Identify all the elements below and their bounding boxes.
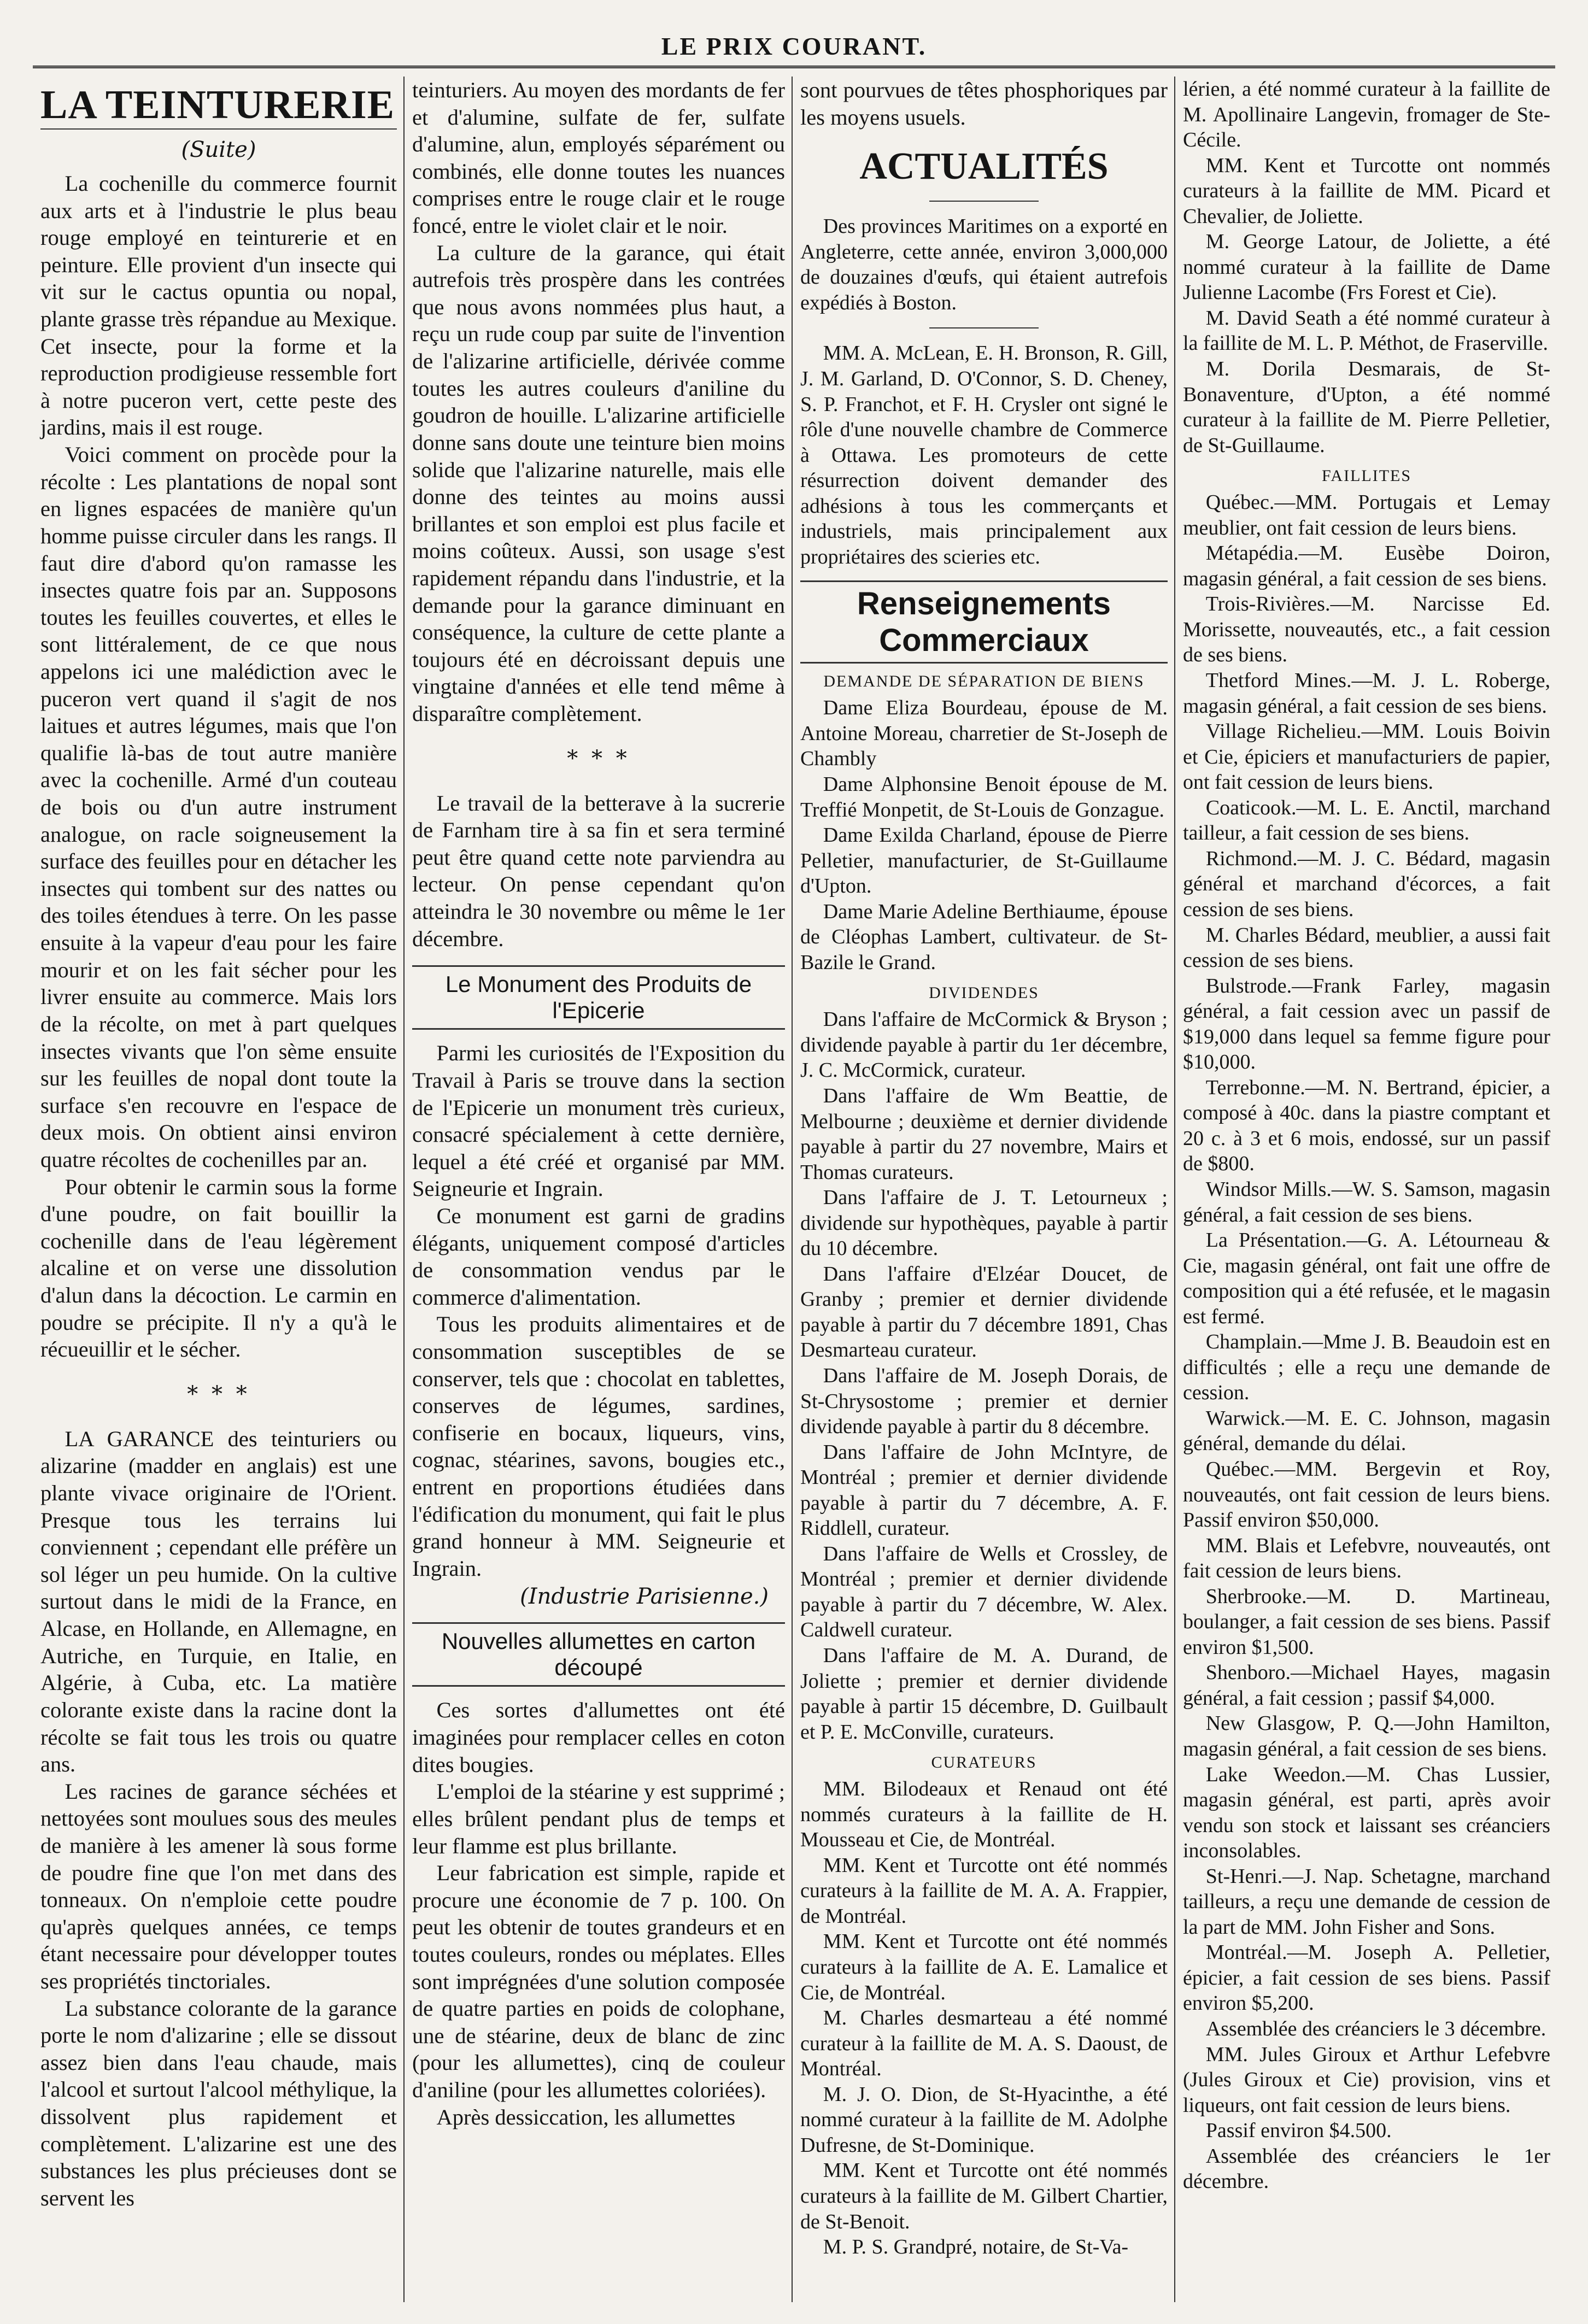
notice: Dans l'affaire de McCormick & Bryson ; dividende payable à partir du 1er décembre, J. C. McCormick, curateur. [800, 1008, 1168, 1082]
notice: MM. Kent et Turcotte ont nommés curateurs à la faillite de MM. Picard et Chevalier, de Joliette. [1183, 154, 1550, 228]
notice: Terrebonne.—M. N. Bertrand, épicier, a composé à 40c. dans la piastre comptant et 20 c. à 3 et 6 mois, endossé, sur un passif de $800. [1183, 1076, 1550, 1176]
notice: Métapédia.—M. Eusèbe Doiron, magasin général, a fait cession de ses biens. [1183, 542, 1550, 590]
notice: Richmond.—M. J. C. Bédard, magasin général et marchand d'écorces, a fait cession de ses biens. [1183, 847, 1550, 921]
notice: New Glasgow, P. Q.—John Hamilton, magasin général, a fait cession de ses biens. [1183, 1712, 1550, 1760]
divider [929, 327, 1039, 328]
section-heading: Nouvelles allumettes en carton découpé [412, 1622, 785, 1687]
notice: lérien, a été nommé curateur à la faillite de M. Apollinaire Langevin, fromager de Ste-Cécile. [1183, 78, 1550, 152]
notice: St-Henri.—J. Nap. Schetagne, marchand tailleurs, a reçu une demande de cession de la part de MM. John Fisher and Sons. [1183, 1864, 1550, 1939]
masthead [33, 16, 1555, 68]
notice: MM. Kent et Turcotte ont été nommés curateurs à la faillite de M. Gilbert Chartier, de St-Benoit. [800, 2159, 1168, 2233]
paragraph: Voici comment on procède pour la récolte : Les plantations de nopal sont en lignes espacées de manière qu'un homme puisse circuler dans les rangs. Il faut dire d'abord qu'on ramasse les insectes quatre fois par an. Supposons toutes les feuilles couvertes, et elles le sont littéralement, de ce que nous appelons ici une malédiction avec le puceron vert quand il s'agit de nos laitues et autres légumes, mais que l'on qualifie là-bas de tout autre manière avec la cochenille. Armé d'un couteau de bois ou d'un autre instrument analogue, on racle soigneusement la surface des feuilles pour en détacher les insectes qui tombent sur des nattes ou des toiles étendues à terre. On les passe ensuite à la vapeur d'eau pour les faire mourir et on les fait sécher pour les livrer ensuite au commerce. Mais lors de la récolte, on met à part quelques insectes vivants que l'on sème ensuite sur les feuilles de nopal dont toute la surface s'en recouvre en l'espace de deux mois. On obtient ainsi environ quatre récoltes de cochenilles par an. [40, 442, 397, 1172]
notice: Dans l'affaire de Wells et Crossley, de Montréal ; premier et dernier dividende payable à partir du 7 décembre, W. Alex. Caldwell curateur. [800, 1542, 1168, 1642]
paragraph: La cochenille du commerce fournit aux arts et à l'industrie le plus beau rouge employé en teinturerie et en peinture. Elle provient d'un insecte qui vit sur le cactus opuntia ou nopal, plante grasse très répandue au Mexique. Cet insecte, pour la forme et la reproduction prodigieuse ressemble fort à notre puceron vert, cette peste des jardins, mais il est rouge. [40, 171, 397, 440]
notice: La Présentation.—G. A. Létourneau & Cie, magasin général, ont fait une offre de composition qui a été refusée, et le magasin est fermé. [1183, 1229, 1550, 1328]
notice: Québec.—MM. Portugais et Lemay meublier, ont fait cession de leurs biens. [1183, 491, 1550, 539]
paragraph: LA GARANCE des teinturiers ou alizarine (madder en anglais) est une plante vivace originaire de l'Orient. Presque tous les terrains lui conviennent ; cependant elle préfère un sol léger un peu humide. On la cultive surtout dans le midi de la France, en Alcase, en Hollande, en Allemagne, en Autriche, en Turquie, en Italie, en Algérie, à Cuba, etc. La matière colorante existe dans la racine dont la récolte se fait tous les trois ou quatre ans. [40, 1426, 397, 1777]
notice: MM. Kent et Turcotte ont été nommés curateurs à la faillite de M. A. A. Frappier, de Montréal. [800, 1853, 1168, 1928]
notice: Passif environ $4.500. [1205, 2119, 1392, 2143]
notice: MM. Bilodeaux et Renaud ont été nommés curateurs à la faillite de H. Mousseau et Cie, de Montréal. [800, 1777, 1168, 1852]
notice: Lake Weedon.—M. Chas Lussier, magasin général, est parti, après avoir vendu son stock et laissant ses créanciers inconsolables. [1183, 1763, 1550, 1863]
notice: M. J. O. Dion, de St-Hyacinthe, a été nommé curateur à la faillite de M. Adolphe Dufresne, de St-Dominique. [800, 2082, 1168, 2157]
notice: M. David Seath a été nommé curateur à la faillite de M. L. P. Méthot, de Fraserville. [1183, 306, 1550, 355]
source-credit: (Industrie Parisienne.) [520, 1584, 769, 1610]
paragraph: Ce monument est garni de gradins élégants, uniquement composé d'articles de consommation vendus par le commerce d'alimentation. [412, 1203, 785, 1310]
paragraph: La culture de la garance, qui était autrefois très prospère dans les contrées que nous avons nommées plus haut, a reçu un rude coup par suite de l'invention de l'alizarine artificielle, dérivée comme toutes les autres couleurs d'aniline du goudron de houille. L'alizarine artificielle donne sans doute une teinture bien moins solide que l'alizarine naturelle, mais elle donne des teintes au moins aussi brillantes et son emploi est plus facile et moins coûteux. Aussi, son usage s'est rapidement répandu dans l'industrie, et la demande pour la garance diminuant en conséquence, la culture de cette plante a toujours été en décroissant depuis une vingtaine d'années et elle tend même à disparaître complètement. [412, 240, 785, 726]
notice: Champlain.—Mme J. B. Beaudoin est en difficultés ; elle a reçu une demande de cession. [1183, 1330, 1550, 1405]
notice: Dans l'affaire de John McIntyre, de Montréal ; premier et dernier dividende payable à partir du 7 décembre, A. F. Riddlell, curateur. [800, 1440, 1168, 1540]
subsection-heading: CURATEURS [931, 1753, 1037, 1772]
paragraph: teinturiers. Au moyen des mordants de fer et d'alumine, sulfate de fer, sulfate d'alumine, alun, employés séparément ou combinés, elle donne toutes les nuances comprises entre le rouge clair et le rouge foncé, entre le violet clair et le noir. [412, 78, 785, 238]
notice: Dame Eliza Bourdeau, épouse de M. Antoine Moreau, charretier de St-Joseph de Chambly [800, 696, 1168, 771]
subsection-heading: FAILLITES [1321, 467, 1412, 485]
paragraph: La substance colorante de la garance porte le nom d'alizarine ; elle se dissout assez bien dans l'eau chaude, mais l'alcool et surtout l'alcool méthylique, la dissolvent plus rapidement et complètement. L'alizarine est une des substances les plus précieuses dont se servent les [40, 1996, 397, 2210]
notice: Bulstrode.—Frank Farley, magasin général, a fait cession avec un passif de $19,000 dans lequel sa femme figure pour $10,000. [1183, 974, 1550, 1074]
notice: MM. Jules Giroux et Arthur Lefebvre (Jules Giroux et Cie) provision, vins et liqueurs, ont fait cession de leurs biens. [1183, 2043, 1550, 2117]
notice: Montréal.—M. Joseph A. Pelletier, épicier, a fait cession de ses biens. Passif environ $5,200. [1183, 1941, 1550, 2015]
paragraph: Tous les produits alimentaires et de consommation susceptibles de se conserver, tels que : chocolat en tablettes, conserves de légumes, sardines, confiserie en bocaux, liqueurs, vins, cognac, stéarines, savons, bougies etc., entrent en proportions étudiées dans l'édification du monument, qui fait le plus grand honneur à MM. Seigneurie et Ingrain. [412, 1312, 785, 1581]
paragraph: L'emploi de la stéarine y est supprimé ; elles brûlent pendant plus de temps et leur flamme est plus brillante. [412, 1779, 785, 1858]
notice: Dans l'affaire de M. A. Durand, de Joliette ; premier et dernier dividende payable à partir 15 décembre, D. Guilbault et P. E. McConville, curateurs. [800, 1644, 1168, 1744]
notice: Windsor Mills.—W. S. Samson, magasin général, a fait cession de ses biens. [1183, 1177, 1550, 1226]
paragraph: Les racines de garance séchées et nettoyées sont moulues sous des meules de manière à les amener là sous forme de poudre fine que l'on met dans des tonneaux. On n'emploie cette poudre qu'après quelques années, ce temps étant necessaire pour développer toutes ses propriétés tinctoriales. [40, 1779, 397, 1993]
notice: MM. Kent et Turcotte ont été nommés curateurs à la faillite de A. E. Lamalice et Cie, de Montréal. [800, 1930, 1168, 2004]
column-1 [33, 77, 405, 2302]
section-separator: * * * [187, 1381, 250, 1407]
notice: M. Dorila Desmarais, de St-Bonaventure, d'Upton, a été nommé curateur à la faillite de M. Pierre Pelletier, de St-Guillaume. [1183, 357, 1550, 457]
paragraph: Le travail de la betterave à la sucrerie de Farnham tire à sa fin et sera terminé peut être quand cette note parviendra au lecteur. On pense cependant qu'on atteindra le 30 novembre ou même le 1er décembre. [412, 790, 785, 951]
section-separator: * * * [567, 746, 630, 771]
notice: M. P. S. Grandpré, notaire, de St-Va- [823, 2235, 1129, 2259]
article-subtitle: (Suite) [181, 137, 256, 162]
paragraph: Des provinces Maritimes on a exporté en Angleterre, cette année, environ 3,000,000 de douzaines d'œufs, qui étaient autrefois expédiés à Boston. [800, 215, 1168, 314]
section-heading: Le Monument des Produits de l'Epicerie [412, 965, 785, 1030]
notice: Village Richelieu.—MM. Louis Boivin et Cie, épiciers et manufacturiers de papier, ont fait cession de leurs biens. [1183, 720, 1550, 794]
column-2 [405, 77, 793, 2302]
paragraph: Après dessiccation, les allumettes [436, 2104, 736, 2129]
notice: Dans l'affaire de M. Joseph Dorais, de St-Chrysostome ; premier et dernier dividende payable à partir du 8 décembre. [800, 1364, 1168, 1439]
masthead-title: LE PRIX COURANT. [661, 32, 927, 60]
subsection-heading: DEMANDE DE SÉPARATION DE BIENS [823, 672, 1145, 691]
notice: M. Charles desmarteau a été nommé curateur à la faillite de M. A. S. Daoust, de Montréal. [800, 2006, 1168, 2081]
notice: Québec.—MM. Bergevin et Roy, nouveautés, ont fait cession de leurs biens. Passif environ $50,000. [1183, 1457, 1550, 1532]
notice: Assemblée des créanciers le 1er décembre. [1183, 2144, 1550, 2193]
notice: M. George Latour, de Joliette, a été nommé curateur à la faillite de Dame Julienne Lacombe (Frs Forest et Cie). [1183, 230, 1550, 304]
notice: MM. Blais et Lefebvre, nouveautés, ont fait cession de leurs biens. [1183, 1534, 1550, 1583]
notice: Thetford Mines.—M. J. L. Roberge, magasin général, a fait cession de ses biens. [1183, 669, 1550, 718]
column-3 [793, 77, 1175, 2302]
notice: Dans l'affaire d'Elzéar Doucet, de Granby ; premier et dernier dividende payable à partir du 7 décembre 1891, Chas Desmarteau curateur. [800, 1262, 1168, 1362]
paragraph: MM. A. McLean, E. H. Bronson, R. Gill, J. M. Garland, D. O'Connor, S. D. Cheney, S. P. Franchot, et F. H. Crysler ont signé le rôle d'une nouvelle chambre de Commerce à Ottawa. Les promoteurs de cette résurrection doivent demander des adhésions à tous les commerçants et industriels, mais principalement aux propriétaires des scieries etc. [800, 342, 1168, 568]
notice: Sherbrooke.—M. D. Martineau, boulanger, a fait cession de ses biens. Passif environ $1,500. [1183, 1584, 1550, 1659]
notice: Assemblée des créanciers le 3 décembre. [1205, 2017, 1546, 2041]
paragraph: Ces sortes d'allumettes ont été imaginées pour remplacer celles en coton dites bougies. [412, 1698, 785, 1777]
section-heading: ACTUALITÉS [859, 145, 1109, 188]
article-title: LA TEINTURERIE [40, 82, 397, 130]
paragraph: Leur fabrication est simple, rapide et procure une économie de 7 p. 100. On peut les obtenir de toutes grandeurs et en toutes couleurs, rondes ou méplates. Elles sont imprégnées d'une solution composée de quatre parties en poids de colophane, une de stéarine, deux de blanc de zinc (pour les allumettes), cinq de couleur d'aniline (pour les allumettes coloriées). [412, 1861, 785, 2102]
notice: Trois-Rivières.—M. Narcisse Ed. Morissette, nouveautés, etc., a fait cession de ses biens. [1183, 592, 1550, 667]
notice: Dans l'affaire de J. T. Letourneux ; dividende sur hypothèques, payable à partir du 10 décembre. [800, 1186, 1168, 1260]
notice: Shenboro.—Michael Hayes, magasin général, a fait cession ; passif $4,000. [1183, 1661, 1550, 1710]
divider [929, 201, 1039, 202]
notice: Dame Exilda Charland, épouse de Pierre Pelletier, manufacturier, de St-Guillaume d'Upton. [800, 824, 1168, 898]
paragraph: Pour obtenir le carmin sous la forme d'une poudre, on fait bouillir la cochenille dans de l'eau légèrement alcaline et on verse une dissolution d'alun dans la décoction. Le carmin en poudre se précipite. Il n'y a qu'à le récueuillir et le sécher. [40, 1174, 397, 1362]
paragraph: Parmi les curiosités de l'Exposition du Travail à Paris se trouve dans la section de l'Epicerie un monument très curieux, consacré spécialement à cette dernière, lequel a été créé et organisé par MM. Seigneurie et Ingrain. [412, 1041, 785, 1201]
notice: Dame Alphonsine Benoit épouse de M. Treffié Monpetit, de St-Louis de Gonzague. [800, 772, 1168, 821]
subsection-heading: DIVIDENDES [929, 984, 1039, 1002]
notice: M. Charles Bédard, meublier, a aussi fait cession de ses biens. [1183, 923, 1550, 972]
paragraph: sont pourvues de têtes phosphoriques par les moyens usuels. [800, 78, 1168, 130]
section-heading: Renseignements Commerciaux [800, 580, 1168, 664]
notice: Dans l'affaire de Wm Beattie, de Melbourne ; deuxième et dernier dividende payable à partir du 27 novembre, Mairs et Thomas curateurs. [800, 1084, 1168, 1184]
notice: Warwick.—M. E. C. Johnson, magasin général, demande du délai. [1183, 1406, 1550, 1456]
notice: Coaticook.—M. L. E. Anctil, marchand tailleur, a fait cession de ses biens. [1183, 796, 1550, 845]
notice: Dame Marie Adeline Berthiaume, épouse de Cléophas Lambert, cultivateur. de St-Bazile le Grand. [800, 900, 1168, 974]
column-4 [1175, 77, 1558, 2302]
